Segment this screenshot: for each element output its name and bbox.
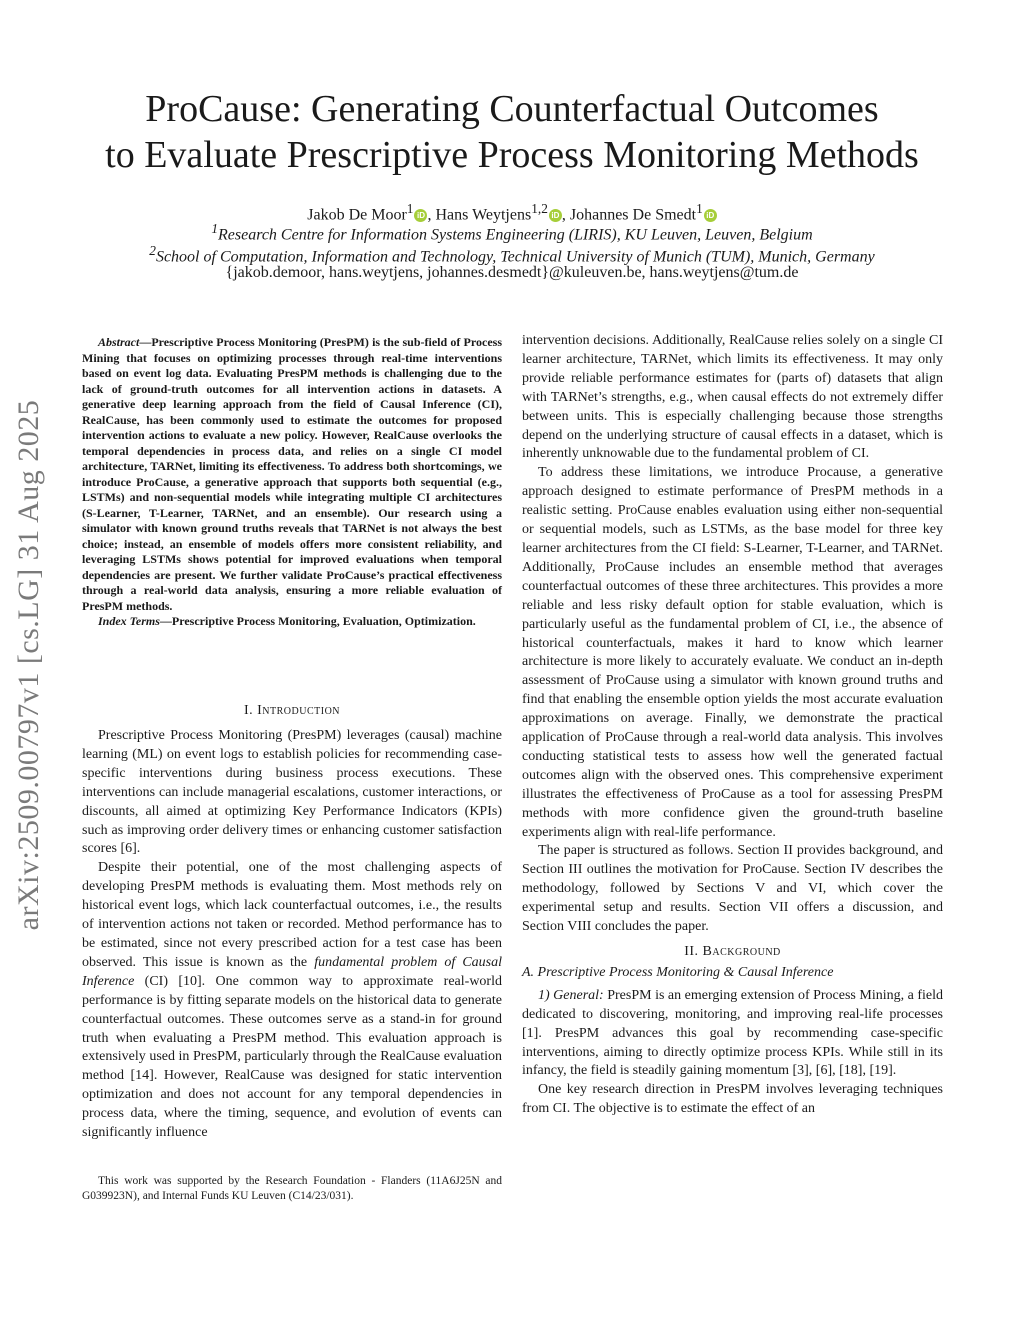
intro-paragraph-2b: (CI) [10]. One common way to approximate real-world performance is by fitting separate models on the historical data to generate counterfactual outcomes. These outcomes serve as a stand-in for ground truth when evaluating a PresPM method. This evaluation approach is extensively used in PresPM, particularly through the RealCause evaluation method [14]. However, RealCause was designed for static intervention optimization and does not account for any temporal dependencies in process data, where the timing, sequence, and evolution of events can significantly influence	[82, 973, 502, 1141]
author-2-affil: 1,2	[531, 201, 548, 216]
right-column	[522, 332, 943, 1119]
title-line-2: to Evaluate Prescriptive Process Monitoring Methods	[105, 134, 919, 176]
right-paragraph-contributions: To address these limitations, we introduce Procause, a generative approach designed to estimate performance of PresPM methods in a realistic setting. ProCause enables evaluation using either non-sequential or sequential models, such as LSTMs, as the base model for three key learner architectures from the CI field: S-Learner, T-Learner, and TARNet. Additionally, ProCause includes an ensemble method that averages counterfactual outcomes of these three architectures. This provides a more reliable and less risky default option for stable evaluation, which is particularly useful as the fundamental problem of CI, i.e., the absence of historical counterfactuals, makes it hard to know which learner architecture is more likely to accurately evaluate. We conduct an in-depth assessment of ProCause using a simulator with known ground truths and find that enabling the ensemble option yields the most accurate evaluation approximations on average. Finally, we demonstrate the practical application of ProCause through a real-world data analysis. This involves conducting statistical tests to assess how well the generated factual outcomes align with the observed ones. This comprehensive experiment illustrates the effectiveness of ProCause as a tool for assessing PresPM methods with more confidence given the ground-truth baseline experiments align with real-life performance.	[522, 465, 943, 840]
abstract-text: —Prescriptive Process Monitoring (PresPM) is the sub-field of Process Mining that focuses on optimizing processes through real-time interventions based on event log data. Evaluating PresPM methods is challenging due to the lack of ground-truth outcomes for all intervention actions in datasets. A generative deep learning approach from the field of Causal Inference (CI), RealCause, has been commonly used to estimate the outcomes for proposed intervention actions to evaluate a new policy. However, RealCause overlooks the temporal dependencies in process data, and relies on a single CI model architecture, TARNet, limiting its effectiveness. To address both shortcomings, we introduce ProCause, a generative approach that supports both sequential (e.g., LSTMs) and non-sequential models while integrating multiple CI architectures (S-Learner, T-Learner, TARNet, and an ensemble). Our research using a simulator with known ground truths reveals that TARNet is not always the best choice; instead, an ensemble of models offers more consistent reliability, and leveraging LSTMs shows potential for improved evaluations when temporal dependencies are present. We further validate ProCause’s practical effectiveness through a real-world data analysis, ensuring a more reliable evaluation of PresPM methods.	[82, 335, 502, 613]
paragraph-label: 1) General:	[538, 987, 604, 1003]
general-text: PresPM is an emerging extension of Process Mining, a field dedicated to discovering, monitoring, and improving real-life processes [1]. PresPM advances this goal by recommending case-specific interventions, aiming to directly optimize process KPIs. While still in its infancy, the field is steadily gaining momentum [3], [6], [18], [19].	[522, 987, 944, 1079]
affiliation-2-text: School of Computation, Information and Technology, Technical University of Munich (TUM), Munich, Germany	[155, 248, 875, 266]
orcid-icon[interactable]: iD	[704, 209, 717, 222]
paper-title	[60, 86, 964, 178]
orcid-icon[interactable]: iD	[549, 209, 562, 222]
affiliation-1-marker: 1	[211, 221, 218, 236]
right-paragraph-final: One key research direction in PresPM involves leveraging techniques from CI. The objective is to estimate the effect of an	[522, 1082, 943, 1117]
author-emails: {jakob.demoor, hans.weytjens, johannes.desmedt}@kuleuven.be, hans.weytjens@tum.de	[225, 264, 799, 281]
arxiv-stamp-text: arXiv:2509.00797v1 [cs.LG] 31 Aug 2025	[12, 399, 45, 931]
affiliation-2-marker: 2	[149, 243, 156, 258]
abstract	[82, 335, 502, 630]
right-paragraph-continued: intervention decisions. Additionally, RealCause relies solely on a single CI learner architecture, TARNet, which limits its effectiveness. It may only provide reliable performance estimates for (parts of) datasets that align with TARNet’s strengths, e.g., when causal effects do not extremely differ between units. This is especially challenging because those strengths depend on the underlying structure of causal effects in a dataset, which is inherently unknowable due to the fundamental problem of CI.	[522, 333, 943, 462]
author-separator: ,	[427, 206, 436, 224]
index-terms	[82, 614, 502, 630]
orcid-icon[interactable]: iD	[414, 209, 427, 222]
affiliation-1-text: Research Centre for Information Systems Engineering (LIRIS), KU Leuven, Leuven, Belgium	[217, 226, 813, 244]
subsection-a-heading: A. Prescriptive Process Monitoring & Causal Inference	[522, 964, 834, 980]
introduction-body	[82, 727, 502, 1143]
index-terms-label: Index Terms	[98, 614, 160, 628]
author-1-affil: 1	[406, 201, 414, 216]
section-1-heading: I. Introduction	[243, 703, 341, 718]
author-2: Hans Weytjens	[435, 206, 532, 224]
intro-paragraph-1: Prescriptive Process Monitoring (PresPM) leverages (causal) machine learning (ML) on event logs to establish policies for recommending case-specific interventions during business process executions. These interventions can include managerial escalations, customer interactions, or discounts, all aimed at optimizing Key Performance Indicators (KPIs) such as improving order delivery times or enhancing customer satisfaction scores [6].	[82, 728, 502, 857]
author-separator: ,	[561, 206, 570, 224]
right-paragraph-general	[522, 987, 943, 1082]
right-paragraph-structure: The paper is structured as follows. Section II provides background, and Section III outlines the motivation for ProCause. Section IV describes the methodology, followed by Sections V and VI, which cover the experimental setup and results. Section VII offers a discussion, and Section VIII concludes the paper.	[522, 843, 943, 935]
author-3: Johannes De Smedt	[569, 206, 697, 224]
title-line-1: ProCause: Generating Counterfactual Outcomes	[145, 88, 879, 130]
funding-footnote: This work was supported by the Research Foundation - Flanders (11A6J25N and G039923N), and Internal Funds KU Leuven (C14/23/031).	[82, 1175, 502, 1202]
arxiv-stamp	[8, 370, 50, 960]
index-terms-text: —Prescriptive Process Monitoring, Evaluation, Optimization.	[159, 614, 476, 628]
author-1: Jakob De Moor	[307, 206, 407, 224]
author-3-affil: 1	[696, 201, 703, 216]
intro-emphasis: fundamental problem of Causal Inference	[82, 954, 503, 989]
intro-paragraph-2a: Despite their potential, one of the most challenging aspects of developing PresPM methods is evaluating them. Most methods rely on historical event logs, which lack counterfactual outcomes, i.e., the results of intervention actions not taken or recorded. Method performance has to be estimated, since not every prescribed action for a test case has been observed. This issue is known as the	[82, 860, 502, 970]
intro-paragraph-2	[82, 859, 502, 1143]
section-2-heading: II. Background	[684, 944, 781, 959]
abstract-label: Abstract	[98, 335, 140, 349]
abstract-paragraph	[82, 335, 502, 614]
